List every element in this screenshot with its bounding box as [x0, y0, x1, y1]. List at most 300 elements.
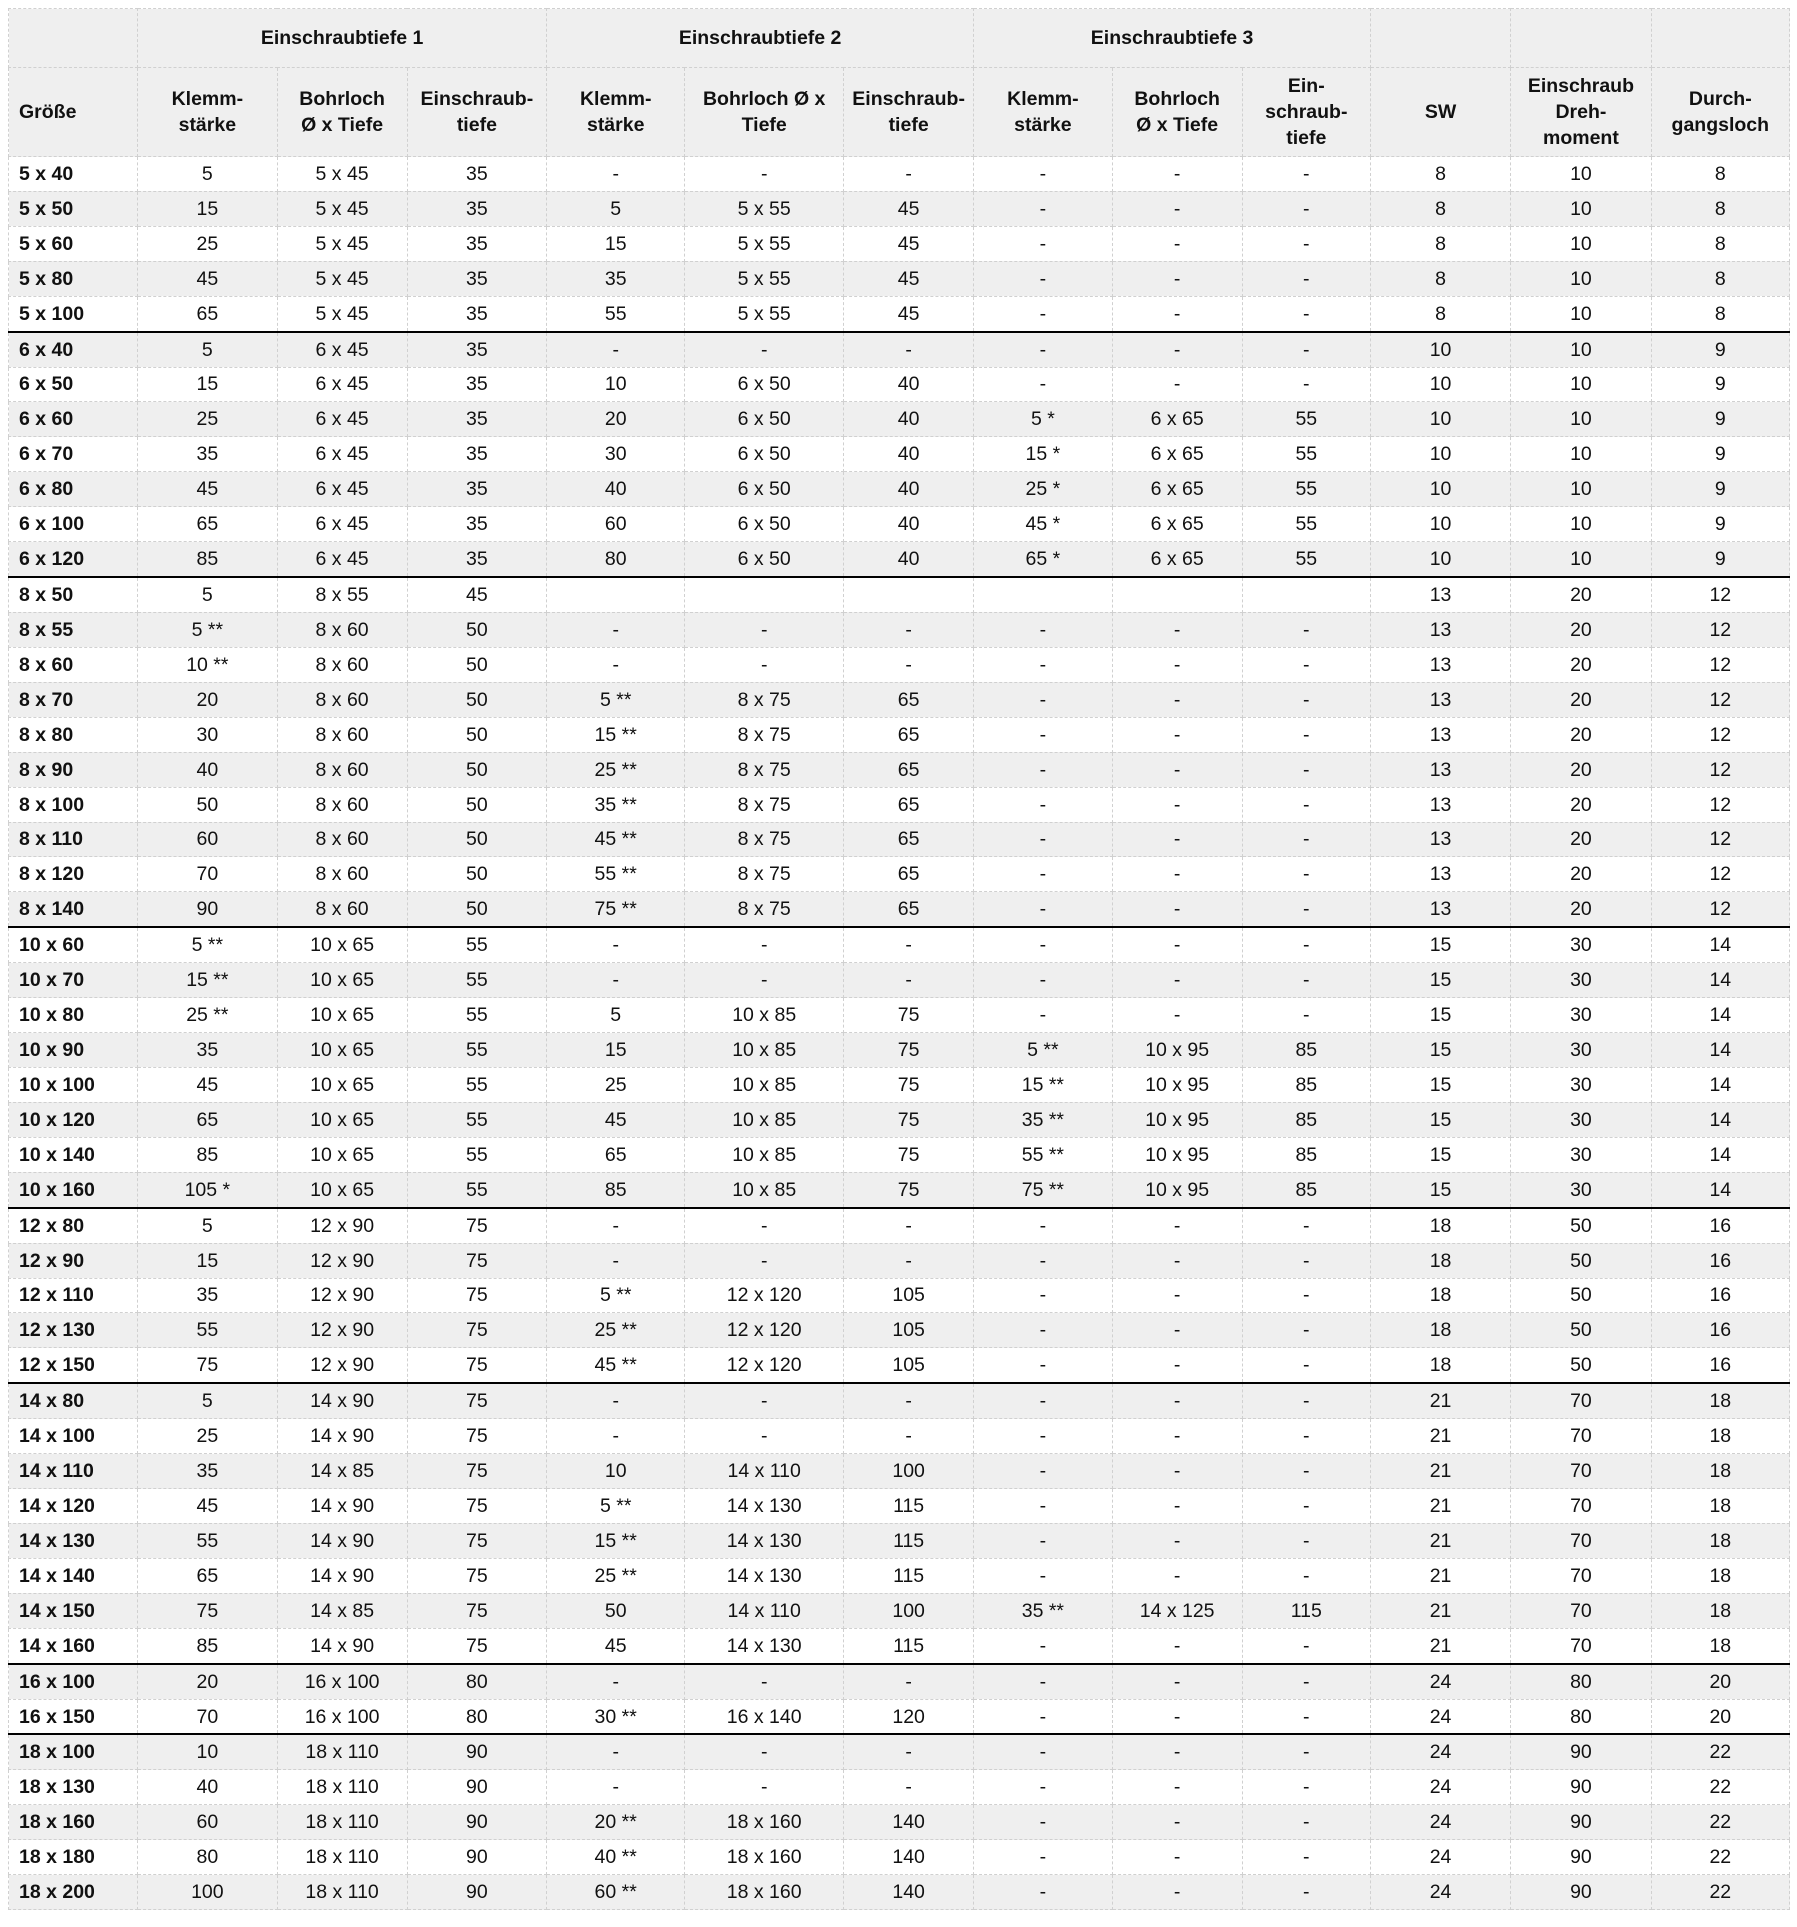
einschraubtiefe-2-cell: 45 — [844, 296, 974, 331]
sw-cell: 13 — [1370, 577, 1510, 612]
klemmstaerke-3-cell: - — [974, 822, 1112, 857]
drehmoment-cell: 20 — [1511, 857, 1651, 892]
einschraubtiefe-3-cell: 85 — [1242, 1067, 1370, 1102]
durchgangsloch-cell: 16 — [1651, 1208, 1789, 1243]
klemmstaerke-2-cell: 30 — [547, 437, 685, 472]
bohrloch-1-cell: 6 x 45 — [277, 437, 407, 472]
bohrloch-1-cell: 6 x 45 — [277, 367, 407, 402]
drehmoment-cell: 90 — [1511, 1875, 1651, 1910]
col-header-klemmstaerke-3: Klemm- stärke — [974, 68, 1112, 157]
bohrloch-2-cell: 8 x 75 — [685, 857, 844, 892]
durchgangsloch-cell: 9 — [1651, 507, 1789, 542]
bohrloch-3-cell: 10 x 95 — [1112, 1102, 1242, 1137]
table-row — [9, 892, 1790, 927]
sw-cell: 10 — [1370, 332, 1510, 367]
klemmstaerke-2-cell: 25 ** — [547, 1558, 685, 1593]
klemmstaerke-1-cell: 85 — [138, 542, 277, 577]
einschraubtiefe-1-cell: 75 — [407, 1243, 546, 1278]
size-cell: 8 x 55 — [9, 612, 138, 647]
table-row — [9, 1628, 1790, 1663]
table-row — [9, 1664, 1790, 1699]
table-row — [9, 1067, 1790, 1102]
einschraubtiefe-3-cell: - — [1242, 1383, 1370, 1418]
bohrloch-2-cell: 14 x 130 — [685, 1489, 844, 1524]
klemmstaerke-2-cell: 35 — [547, 261, 685, 296]
klemmstaerke-3-cell: 35 ** — [974, 1593, 1112, 1628]
einschraubtiefe-2-cell: 105 — [844, 1278, 974, 1313]
klemmstaerke-2-cell: 45 ** — [547, 822, 685, 857]
sw-cell: 8 — [1370, 296, 1510, 331]
bohrloch-2-cell: 10 x 85 — [685, 1102, 844, 1137]
size-cell: 14 x 110 — [9, 1454, 138, 1489]
klemmstaerke-2-cell: 65 — [547, 1137, 685, 1172]
size-cell: 14 x 140 — [9, 1558, 138, 1593]
einschraubtiefe-2-cell: 105 — [844, 1313, 974, 1348]
klemmstaerke-3-cell: 15 * — [974, 437, 1112, 472]
bohrloch-2-cell: 10 x 85 — [685, 1033, 844, 1068]
einschraubtiefe-2-cell: 75 — [844, 1137, 974, 1172]
bohrloch-3-cell: - — [1112, 191, 1242, 226]
drehmoment-cell: 20 — [1511, 682, 1651, 717]
einschraubtiefe-1-cell: 35 — [407, 507, 546, 542]
klemmstaerke-3-cell: - — [974, 963, 1112, 998]
bohrloch-1-cell: 10 x 65 — [277, 1137, 407, 1172]
bohrloch-3-cell: - — [1112, 612, 1242, 647]
durchgangsloch-cell: 9 — [1651, 402, 1789, 437]
durchgangsloch-cell: 18 — [1651, 1419, 1789, 1454]
sw-cell: 21 — [1370, 1489, 1510, 1524]
drehmoment-cell: 20 — [1511, 717, 1651, 752]
table-row — [9, 927, 1790, 962]
einschraubtiefe-3-cell: 55 — [1242, 472, 1370, 507]
einschraubtiefe-3-cell: - — [1242, 1734, 1370, 1769]
bohrloch-2-cell — [685, 577, 844, 612]
drehmoment-cell: 70 — [1511, 1628, 1651, 1663]
bohrloch-3-cell: - — [1112, 1734, 1242, 1769]
drehmoment-cell: 90 — [1511, 1770, 1651, 1805]
sw-cell: 15 — [1370, 998, 1510, 1033]
durchgangsloch-cell: 8 — [1651, 296, 1789, 331]
klemmstaerke-3-cell: - — [974, 1523, 1112, 1558]
einschraubtiefe-2-cell: 40 — [844, 367, 974, 402]
sw-cell: 10 — [1370, 472, 1510, 507]
sw-cell: 13 — [1370, 857, 1510, 892]
table-row — [9, 1805, 1790, 1840]
bohrloch-3-cell: - — [1112, 682, 1242, 717]
bohrloch-3-cell: - — [1112, 1489, 1242, 1524]
klemmstaerke-1-cell: 75 — [138, 1348, 277, 1383]
klemmstaerke-2-cell: 5 ** — [547, 682, 685, 717]
sw-cell: 15 — [1370, 1102, 1510, 1137]
bohrloch-2-cell: - — [685, 1383, 844, 1418]
sw-cell: 15 — [1370, 1137, 1510, 1172]
durchgangsloch-cell: 16 — [1651, 1243, 1789, 1278]
sw-cell: 21 — [1370, 1558, 1510, 1593]
table-row — [9, 717, 1790, 752]
bohrloch-3-cell: - — [1112, 787, 1242, 822]
table-row — [9, 437, 1790, 472]
klemmstaerke-1-cell: 90 — [138, 892, 277, 927]
size-cell: 8 x 120 — [9, 857, 138, 892]
size-cell: 8 x 70 — [9, 682, 138, 717]
klemmstaerke-3-cell: - — [974, 1278, 1112, 1313]
einschraubtiefe-2-cell — [844, 577, 974, 612]
group-header-row — [9, 9, 1790, 68]
klemmstaerke-3-cell: - — [974, 1734, 1112, 1769]
klemmstaerke-1-cell: 75 — [138, 1593, 277, 1628]
sw-cell: 8 — [1370, 226, 1510, 261]
einschraubtiefe-1-cell: 55 — [407, 998, 546, 1033]
durchgangsloch-cell: 9 — [1651, 367, 1789, 402]
durchgangsloch-cell: 12 — [1651, 787, 1789, 822]
size-cell: 6 x 70 — [9, 437, 138, 472]
klemmstaerke-2-cell: 45 ** — [547, 1348, 685, 1383]
einschraubtiefe-1-cell: 35 — [407, 191, 546, 226]
klemmstaerke-3-cell: - — [974, 892, 1112, 927]
size-cell: 6 x 40 — [9, 332, 138, 367]
size-cell: 14 x 130 — [9, 1523, 138, 1558]
klemmstaerke-3-cell: - — [974, 1454, 1112, 1489]
einschraubtiefe-3-cell: - — [1242, 998, 1370, 1033]
klemmstaerke-1-cell: 10 ** — [138, 647, 277, 682]
size-cell: 12 x 90 — [9, 1243, 138, 1278]
table-row — [9, 787, 1790, 822]
bohrloch-3-cell: - — [1112, 1523, 1242, 1558]
durchgangsloch-cell: 8 — [1651, 157, 1789, 192]
einschraubtiefe-3-cell: - — [1242, 296, 1370, 331]
klemmstaerke-2-cell: 10 — [547, 367, 685, 402]
klemmstaerke-2-cell: 20 ** — [547, 1805, 685, 1840]
klemmstaerke-3-cell: - — [974, 682, 1112, 717]
drehmoment-cell: 20 — [1511, 752, 1651, 787]
drehmoment-cell: 10 — [1511, 296, 1651, 331]
bohrloch-1-cell: 14 x 85 — [277, 1454, 407, 1489]
sw-cell: 8 — [1370, 191, 1510, 226]
bohrloch-1-cell: 14 x 90 — [277, 1489, 407, 1524]
durchgangsloch-cell: 12 — [1651, 857, 1789, 892]
col-header-bohrloch-1: Bohrloch Ø x Tiefe — [277, 68, 407, 157]
table-row — [9, 226, 1790, 261]
bohrloch-3-cell: - — [1112, 857, 1242, 892]
sw-cell: 24 — [1370, 1805, 1510, 1840]
durchgangsloch-cell: 22 — [1651, 1734, 1789, 1769]
durchgangsloch-cell: 12 — [1651, 892, 1789, 927]
einschraubtiefe-3-cell: - — [1242, 191, 1370, 226]
group-header-einschraubtiefe-1: Einschraubtiefe 1 — [138, 9, 547, 68]
einschraubtiefe-3-cell: - — [1242, 1419, 1370, 1454]
bohrloch-2-cell: - — [685, 963, 844, 998]
klemmstaerke-3-cell: 65 * — [974, 542, 1112, 577]
bohrloch-1-cell: 8 x 60 — [277, 787, 407, 822]
klemmstaerke-3-cell: - — [974, 1628, 1112, 1663]
durchgangsloch-cell: 14 — [1651, 1102, 1789, 1137]
drehmoment-cell: 70 — [1511, 1558, 1651, 1593]
einschraubtiefe-2-cell: 40 — [844, 402, 974, 437]
einschraubtiefe-3-cell: - — [1242, 927, 1370, 962]
einschraubtiefe-2-cell: 75 — [844, 1102, 974, 1137]
bohrloch-3-cell: - — [1112, 1558, 1242, 1593]
sw-cell: 10 — [1370, 507, 1510, 542]
table-row — [9, 1419, 1790, 1454]
bohrloch-1-cell: 10 x 65 — [277, 1102, 407, 1137]
einschraubtiefe-3-cell: - — [1242, 1558, 1370, 1593]
drehmoment-cell: 20 — [1511, 647, 1651, 682]
bohrloch-2-cell: - — [685, 927, 844, 962]
durchgangsloch-cell: 12 — [1651, 577, 1789, 612]
bohrloch-3-cell: - — [1112, 296, 1242, 331]
klemmstaerke-3-cell: - — [974, 1348, 1112, 1383]
einschraubtiefe-3-cell — [1242, 577, 1370, 612]
einschraubtiefe-1-cell: 55 — [407, 963, 546, 998]
bohrloch-3-cell: - — [1112, 1664, 1242, 1699]
bohrloch-2-cell: 6 x 50 — [685, 437, 844, 472]
bohrloch-1-cell: 8 x 60 — [277, 822, 407, 857]
drehmoment-cell: 10 — [1511, 507, 1651, 542]
einschraubtiefe-2-cell: 105 — [844, 1348, 974, 1383]
klemmstaerke-1-cell: 5 — [138, 1208, 277, 1243]
sw-cell: 13 — [1370, 892, 1510, 927]
table-row — [9, 682, 1790, 717]
klemmstaerke-1-cell: 70 — [138, 1699, 277, 1734]
bohrloch-2-cell: 14 x 130 — [685, 1628, 844, 1663]
col-header-einschraubtiefe-2: Einschraub- tiefe — [844, 68, 974, 157]
bohrloch-2-cell: 14 x 130 — [685, 1523, 844, 1558]
einschraubtiefe-2-cell: - — [844, 1208, 974, 1243]
table-container — [8, 8, 1790, 1910]
klemmstaerke-1-cell: 55 — [138, 1313, 277, 1348]
table-row — [9, 1489, 1790, 1524]
bohrloch-3-cell: - — [1112, 1243, 1242, 1278]
einschraubtiefe-1-cell: 35 — [407, 472, 546, 507]
bohrloch-1-cell: 10 x 65 — [277, 1033, 407, 1068]
bohrloch-1-cell: 12 x 90 — [277, 1278, 407, 1313]
bohrloch-2-cell: 10 x 85 — [685, 998, 844, 1033]
sw-cell: 18 — [1370, 1278, 1510, 1313]
klemmstaerke-2-cell: 25 ** — [547, 1313, 685, 1348]
klemmstaerke-1-cell: 35 — [138, 1033, 277, 1068]
klemmstaerke-2-cell: 15 — [547, 226, 685, 261]
table-row — [9, 507, 1790, 542]
col-header-bohrloch-2: Bohrloch Ø x Tiefe — [685, 68, 844, 157]
sw-cell: 21 — [1370, 1628, 1510, 1663]
durchgangsloch-cell: 18 — [1651, 1489, 1789, 1524]
klemmstaerke-2-cell: 15 — [547, 1033, 685, 1068]
klemmstaerke-2-cell — [547, 577, 685, 612]
bohrloch-3-cell: - — [1112, 1313, 1242, 1348]
bohrloch-3-cell: 6 x 65 — [1112, 542, 1242, 577]
einschraubtiefe-3-cell: - — [1242, 1628, 1370, 1663]
bohrloch-2-cell: 8 x 75 — [685, 892, 844, 927]
drehmoment-cell: 90 — [1511, 1840, 1651, 1875]
durchgangsloch-cell: 14 — [1651, 963, 1789, 998]
bohrloch-1-cell: 12 x 90 — [277, 1313, 407, 1348]
bohrloch-2-cell: - — [685, 1664, 844, 1699]
col-header-durchgangsloch: Durch- gangsloch — [1651, 68, 1789, 157]
einschraubtiefe-1-cell: 35 — [407, 437, 546, 472]
table-row — [9, 1278, 1790, 1313]
table-row — [9, 963, 1790, 998]
bohrloch-1-cell: 12 x 90 — [277, 1208, 407, 1243]
einschraubtiefe-3-cell: - — [1242, 1770, 1370, 1805]
drehmoment-cell: 30 — [1511, 998, 1651, 1033]
bohrloch-2-cell: 5 x 55 — [685, 226, 844, 261]
durchgangsloch-cell: 16 — [1651, 1313, 1789, 1348]
table-row — [9, 157, 1790, 192]
size-cell: 12 x 110 — [9, 1278, 138, 1313]
einschraubtiefe-3-cell: 115 — [1242, 1593, 1370, 1628]
klemmstaerke-1-cell: 5 — [138, 332, 277, 367]
durchgangsloch-cell: 12 — [1651, 682, 1789, 717]
klemmstaerke-2-cell: 5 — [547, 998, 685, 1033]
drehmoment-cell: 10 — [1511, 367, 1651, 402]
klemmstaerke-1-cell: 60 — [138, 822, 277, 857]
klemmstaerke-1-cell: 45 — [138, 261, 277, 296]
bohrloch-1-cell: 10 x 65 — [277, 1067, 407, 1102]
durchgangsloch-cell: 22 — [1651, 1875, 1789, 1910]
einschraubtiefe-1-cell: 90 — [407, 1840, 546, 1875]
sw-cell: 18 — [1370, 1243, 1510, 1278]
size-cell: 6 x 80 — [9, 472, 138, 507]
einschraubtiefe-2-cell: - — [844, 1770, 974, 1805]
size-cell: 10 x 60 — [9, 927, 138, 962]
einschraubtiefe-3-cell: - — [1242, 963, 1370, 998]
sw-cell: 21 — [1370, 1523, 1510, 1558]
bohrloch-2-cell: 6 x 50 — [685, 402, 844, 437]
sw-cell: 18 — [1370, 1208, 1510, 1243]
size-cell: 8 x 80 — [9, 717, 138, 752]
klemmstaerke-1-cell: 65 — [138, 1102, 277, 1137]
table-row — [9, 1348, 1790, 1383]
einschraubtiefe-1-cell: 75 — [407, 1208, 546, 1243]
size-cell: 16 x 100 — [9, 1664, 138, 1699]
drehmoment-cell: 10 — [1511, 542, 1651, 577]
klemmstaerke-3-cell: - — [974, 857, 1112, 892]
bohrloch-1-cell: 12 x 90 — [277, 1243, 407, 1278]
einschraubtiefe-1-cell: 50 — [407, 822, 546, 857]
bohrloch-2-cell: 18 x 160 — [685, 1840, 844, 1875]
bohrloch-2-cell: 12 x 120 — [685, 1348, 844, 1383]
size-cell: 5 x 60 — [9, 226, 138, 261]
bohrloch-3-cell: - — [1112, 1840, 1242, 1875]
einschraubtiefe-1-cell: 75 — [407, 1523, 546, 1558]
klemmstaerke-2-cell: 60 — [547, 507, 685, 542]
size-cell: 6 x 120 — [9, 542, 138, 577]
drehmoment-cell: 30 — [1511, 1102, 1651, 1137]
klemmstaerke-3-cell: - — [974, 1840, 1112, 1875]
einschraubtiefe-1-cell: 75 — [407, 1454, 546, 1489]
einschraubtiefe-1-cell: 55 — [407, 1033, 546, 1068]
klemmstaerke-2-cell: 25 ** — [547, 752, 685, 787]
einschraubtiefe-2-cell: 45 — [844, 191, 974, 226]
bohrloch-1-cell: 16 x 100 — [277, 1664, 407, 1699]
size-cell: 5 x 80 — [9, 261, 138, 296]
klemmstaerke-3-cell: - — [974, 1489, 1112, 1524]
einschraubtiefe-2-cell: - — [844, 1383, 974, 1418]
size-cell: 6 x 60 — [9, 402, 138, 437]
klemmstaerke-3-cell: - — [974, 787, 1112, 822]
bohrloch-3-cell: - — [1112, 647, 1242, 682]
group-header-einschraubtiefe-3: Einschraubtiefe 3 — [974, 9, 1371, 68]
drehmoment-cell: 20 — [1511, 822, 1651, 857]
klemmstaerke-1-cell: 30 — [138, 717, 277, 752]
bohrloch-2-cell: - — [685, 1208, 844, 1243]
bohrloch-1-cell: 18 x 110 — [277, 1770, 407, 1805]
bohrloch-1-cell: 6 x 45 — [277, 402, 407, 437]
size-cell: 14 x 100 — [9, 1419, 138, 1454]
table-row — [9, 1770, 1790, 1805]
einschraubtiefe-1-cell: 50 — [407, 752, 546, 787]
klemmstaerke-3-cell: - — [974, 998, 1112, 1033]
einschraubtiefe-1-cell: 80 — [407, 1664, 546, 1699]
bohrloch-3-cell: - — [1112, 963, 1242, 998]
einschraubtiefe-3-cell: 55 — [1242, 402, 1370, 437]
durchgangsloch-cell: 14 — [1651, 1033, 1789, 1068]
einschraubtiefe-1-cell: 35 — [407, 157, 546, 192]
sw-cell: 18 — [1370, 1348, 1510, 1383]
bohrloch-3-cell: - — [1112, 822, 1242, 857]
durchgangsloch-cell: 14 — [1651, 927, 1789, 962]
bohrloch-3-cell: - — [1112, 367, 1242, 402]
einschraubtiefe-1-cell: 35 — [407, 261, 546, 296]
klemmstaerke-1-cell: 15 — [138, 191, 277, 226]
klemmstaerke-2-cell: 60 ** — [547, 1875, 685, 1910]
klemmstaerke-2-cell: - — [547, 963, 685, 998]
klemmstaerke-1-cell: 105 * — [138, 1172, 277, 1207]
sw-cell: 21 — [1370, 1383, 1510, 1418]
bohrloch-2-cell: 8 x 75 — [685, 752, 844, 787]
einschraubtiefe-1-cell: 55 — [407, 1137, 546, 1172]
col-header-sw: SW — [1370, 68, 1510, 157]
einschraubtiefe-2-cell: 65 — [844, 822, 974, 857]
einschraubtiefe-1-cell: 75 — [407, 1419, 546, 1454]
bohrloch-3-cell: 6 x 65 — [1112, 472, 1242, 507]
klemmstaerke-2-cell: - — [547, 1664, 685, 1699]
durchgangsloch-cell: 20 — [1651, 1699, 1789, 1734]
klemmstaerke-2-cell: 75 ** — [547, 892, 685, 927]
durchgangsloch-cell: 18 — [1651, 1558, 1789, 1593]
bohrloch-3-cell: - — [1112, 1278, 1242, 1313]
bohrloch-2-cell: - — [685, 647, 844, 682]
klemmstaerke-2-cell: 30 ** — [547, 1699, 685, 1734]
bohrloch-2-cell: 6 x 50 — [685, 507, 844, 542]
einschraubtiefe-1-cell: 35 — [407, 226, 546, 261]
size-cell: 5 x 100 — [9, 296, 138, 331]
bohrloch-3-cell: - — [1112, 717, 1242, 752]
bohrloch-1-cell: 8 x 60 — [277, 752, 407, 787]
sw-cell: 21 — [1370, 1419, 1510, 1454]
drehmoment-cell: 30 — [1511, 1172, 1651, 1207]
einschraubtiefe-1-cell: 55 — [407, 1102, 546, 1137]
bohrloch-1-cell: 12 x 90 — [277, 1348, 407, 1383]
einschraubtiefe-1-cell: 45 — [407, 577, 546, 612]
klemmstaerke-2-cell: 10 — [547, 1454, 685, 1489]
einschraubtiefe-1-cell: 35 — [407, 402, 546, 437]
size-cell: 6 x 100 — [9, 507, 138, 542]
bohrloch-3-cell: 10 x 95 — [1112, 1172, 1242, 1207]
col-header-groesse: Größe — [9, 68, 138, 157]
einschraubtiefe-1-cell: 75 — [407, 1278, 546, 1313]
klemmstaerke-3-cell: - — [974, 612, 1112, 647]
klemmstaerke-1-cell: 25 ** — [138, 998, 277, 1033]
sw-cell: 8 — [1370, 261, 1510, 296]
klemmstaerke-3-cell: - — [974, 1664, 1112, 1699]
drehmoment-cell: 10 — [1511, 472, 1651, 507]
durchgangsloch-cell: 18 — [1651, 1628, 1789, 1663]
table-row — [9, 1523, 1790, 1558]
table-row — [9, 261, 1790, 296]
klemmstaerke-2-cell: - — [547, 1419, 685, 1454]
size-cell: 18 x 160 — [9, 1805, 138, 1840]
